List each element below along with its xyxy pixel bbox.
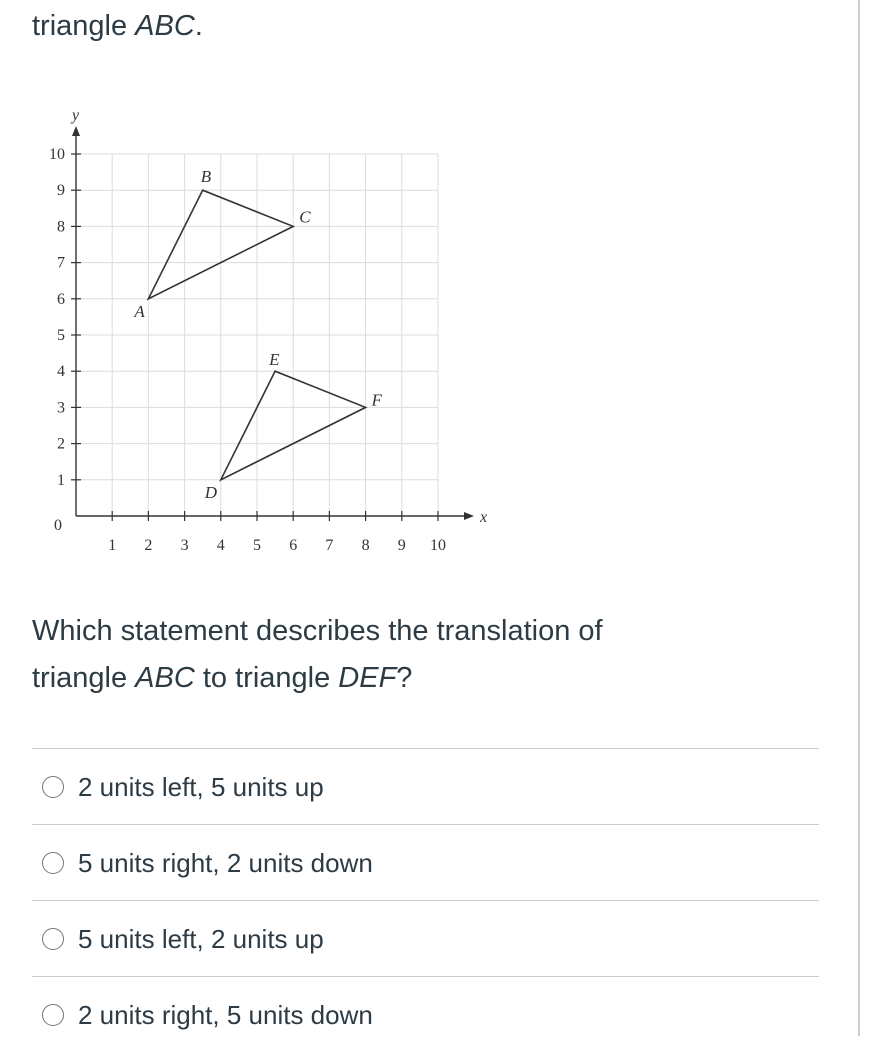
radio-button-icon[interactable] bbox=[42, 776, 64, 798]
answer-choice-4[interactable] bbox=[32, 976, 819, 1052]
answer-choices bbox=[32, 748, 819, 1052]
x-tick-label: 9 bbox=[397, 537, 406, 554]
radio-button-icon[interactable] bbox=[42, 1004, 64, 1026]
answer-choice-label: 2 units right, 5 units down bbox=[78, 999, 373, 1030]
question-line-2 bbox=[32, 655, 812, 702]
x-tick-label: 3 bbox=[180, 537, 189, 554]
answer-choice-1[interactable] bbox=[32, 748, 819, 824]
x-tick-label: 4 bbox=[216, 537, 225, 554]
y-tick-label: 10 bbox=[49, 146, 65, 163]
answer-choice-label: 5 units left, 2 units up bbox=[78, 923, 324, 954]
y-tick-label: 2 bbox=[57, 435, 65, 453]
coordinate-graph bbox=[20, 95, 490, 565]
vertex-label-b: B bbox=[200, 167, 212, 187]
x-tick-label: 10 bbox=[430, 537, 446, 554]
vertex-label-a: A bbox=[134, 301, 145, 321]
y-tick-label: 9 bbox=[57, 182, 65, 200]
x-tick-label: 8 bbox=[361, 537, 370, 554]
intro-triangle-name: ABC bbox=[135, 10, 195, 42]
y-axis-label: y bbox=[72, 107, 80, 124]
y-axis-arrow-icon bbox=[72, 126, 80, 136]
answer-choice-label: 2 units left, 5 units up bbox=[78, 771, 324, 802]
question-line-2-mid: to triangle bbox=[194, 662, 339, 694]
x-tick-label: 6 bbox=[289, 537, 298, 554]
y-tick-label: 5 bbox=[57, 327, 65, 344]
y-tick-label: 7 bbox=[57, 254, 65, 272]
vertex-label-f: F bbox=[371, 390, 382, 410]
vertex-label-d: D bbox=[204, 482, 218, 502]
question-triangle-def: DEF bbox=[338, 662, 397, 694]
vertex-label-c: C bbox=[299, 207, 311, 227]
x-axis-label: x bbox=[480, 509, 488, 526]
y-tick-label: 3 bbox=[57, 399, 65, 417]
x-tick-label: 5 bbox=[253, 537, 261, 554]
radio-button-icon[interactable] bbox=[42, 928, 64, 950]
intro-prefix: triangle bbox=[32, 10, 136, 42]
question-line-2-suffix: ? bbox=[396, 662, 413, 694]
answer-choice-3[interactable] bbox=[32, 900, 819, 976]
y-tick-label: 6 bbox=[57, 290, 65, 308]
intro-suffix: . bbox=[194, 10, 203, 42]
question-line-1: Which statement describes the translation of bbox=[32, 615, 603, 647]
x-tick-label: 2 bbox=[144, 537, 153, 554]
vertex-label-e: E bbox=[269, 350, 280, 370]
x-tick-label: 7 bbox=[325, 537, 334, 554]
question-text bbox=[32, 608, 812, 702]
y-tick-label: 8 bbox=[57, 218, 65, 236]
y-tick-label: 1 bbox=[57, 471, 65, 489]
question-line-2-prefix: triangle bbox=[32, 662, 136, 694]
y-tick-label: 4 bbox=[57, 363, 65, 381]
answer-choice-2[interactable] bbox=[32, 824, 819, 900]
x-tick-label: 1 bbox=[108, 537, 117, 554]
radio-button-icon[interactable] bbox=[42, 852, 64, 874]
question-intro-text bbox=[32, 8, 203, 44]
x-axis-arrow-icon bbox=[464, 512, 474, 520]
panel-right-border bbox=[858, 0, 860, 1036]
answer-choice-label: 5 units right, 2 units down bbox=[78, 847, 373, 878]
origin-label: 0 bbox=[54, 517, 62, 534]
question-triangle-abc: ABC bbox=[135, 662, 195, 694]
